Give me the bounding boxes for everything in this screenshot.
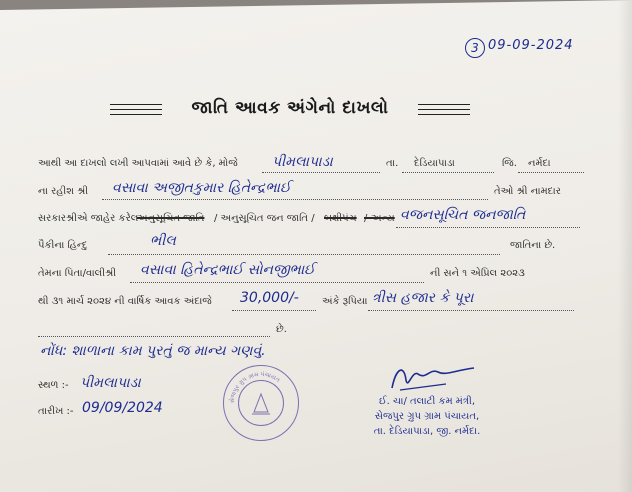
page-date: 09-09-2024 xyxy=(488,38,574,53)
line4-prefix: પૈકીના હિન્દુ xyxy=(38,240,88,251)
signature-icon xyxy=(386,360,478,396)
name-underline xyxy=(102,199,488,200)
category-underline xyxy=(396,227,580,228)
office-line-1: ઈ. ચા/ તલાટી કમ મંત્રી, xyxy=(378,396,476,407)
struck-obc: બક્ષીપંચ xyxy=(324,213,357,224)
title-block xyxy=(110,98,470,128)
person-name: વસાવા અજીતકુમાર હિતેન્દ્રભાઈ xyxy=(112,180,291,196)
line6-prefix: થી ૩૧ માર્ચ ૨૦૨૪ ની વાર્ષિક આવક અંદાજે xyxy=(38,296,212,307)
category-handwritten: વજનસૂચિત જનજાતિ xyxy=(400,207,526,223)
village-value: પીમલાપાડા xyxy=(272,154,333,170)
struck-other: /-અન્ય xyxy=(364,213,395,224)
page-number-circle: 3 xyxy=(465,38,485,58)
caste-underline xyxy=(108,254,500,255)
place-label: સ્થળ :- xyxy=(38,380,69,391)
scheduled-tribe-text: / અનુસૂચિત જન જાતિ / xyxy=(214,213,315,224)
taluka-label: તા. xyxy=(386,158,399,169)
district-underline xyxy=(518,172,584,173)
paper-edge-shadow xyxy=(618,0,632,492)
income-amount: 30,000/- xyxy=(240,290,299,306)
line5-prefix: તેમના પિતા/વાલીશ્રી xyxy=(38,268,117,279)
struck-scheduled-caste: અનુસૂચિત જાતિ xyxy=(137,213,205,224)
district-value: નર્મદા xyxy=(528,158,551,169)
office-line-2: સેજપુર ગ્રુપ ગ્રામ પંચાયત, xyxy=(374,411,480,422)
panchayat-seal xyxy=(223,365,299,441)
line2-suffix: તેઓ શ્રી નામદાર xyxy=(494,186,561,197)
line2-prefix: ના રહીશ શ્રી xyxy=(38,186,89,197)
taluka-value: દેડિયાપાડા xyxy=(414,158,455,169)
line4-suffix: જાતિના છે. xyxy=(510,240,556,251)
income-words-underline xyxy=(368,310,574,311)
income-words: ત્રીસ હજાર કે પૂરા xyxy=(372,290,474,306)
caste-value: ભીલ xyxy=(150,233,176,249)
seal-emblem-icon xyxy=(224,366,298,440)
line3-prefix: સરકારશ્રીએ જાહેર કરેલ xyxy=(38,213,139,224)
district-label: જિ. xyxy=(502,158,517,169)
date-value: 09/09/2024 xyxy=(82,400,163,416)
line7-suffix: છે. xyxy=(276,324,287,335)
line1-prefix: આથી આ દાખલો લખી આપવામાં આવે છે કે, મોજે xyxy=(38,158,238,169)
line6-mid: અંકે રૂપિયા xyxy=(322,296,368,307)
village-underline xyxy=(262,172,380,173)
svg-text:સેજપુર ગ્રુપ ગ્રામ પંચાયત xyxy=(228,371,281,403)
blank-line-7 xyxy=(38,336,270,337)
page-title: જાતિ આવક અંગેનો દાખલો xyxy=(191,98,389,118)
taluka-underline xyxy=(402,172,494,173)
title-right-rules xyxy=(418,104,470,118)
father-name: વસાવા હિતેન્દ્રભાઈ સોનજીભાઈ xyxy=(140,262,315,278)
title-left-rules xyxy=(110,104,162,118)
office-line-3: તા. દેડિયાપાડા, જી. નર્મદા. xyxy=(373,426,481,437)
income-amount-underline xyxy=(232,310,316,311)
father-name-underline xyxy=(130,282,424,283)
note-handwritten: નોંધ: શાળાના કામ પુરતું જ માન્ય ગણવું. xyxy=(40,343,266,359)
seal-text: સેજપુર ગ્રુપ ગ્રામ પંચાયત xyxy=(228,370,282,404)
date-label: તારીખ :- xyxy=(38,406,74,417)
place-value: પીમલાપાડા xyxy=(80,375,141,391)
line5-suffix: ની સને ૧ એપ્રિલ ૨૦૨૩ xyxy=(430,268,525,279)
